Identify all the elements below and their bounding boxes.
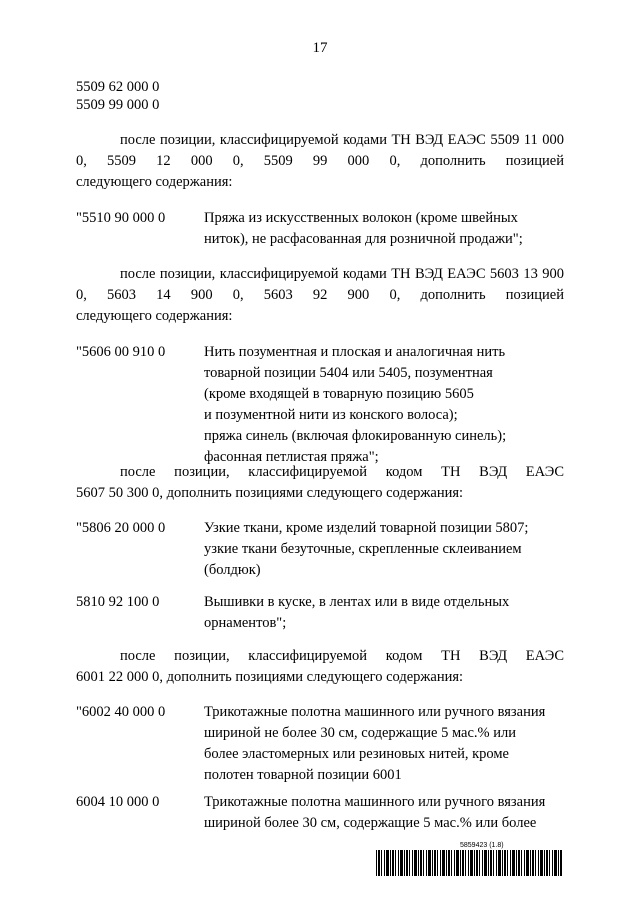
entry-code: "5510 90 000 0: [76, 210, 166, 226]
description-line: (кроме входящей в товарную позицию 5605: [204, 386, 474, 402]
entry-description: [204, 792, 574, 834]
amendment-paragraph: [76, 462, 564, 504]
description-line: фасонная петлистая пряжа";: [204, 449, 379, 465]
entry-description: [204, 592, 574, 634]
paragraph-text: после позиции, классифицируемой кодами ТН ВЭД ЕАЭС 5603 13 900 0, 5603 14 900 0, 5603 92 900 0, дополнить позицией: [76, 266, 564, 303]
description-line: узкие ткани безуточные, скрепленные склеиванием: [204, 541, 522, 557]
paragraph-text-end: 6001 22 000 0, дополнить позициями следующего содержания:: [76, 669, 464, 685]
code-line: 5509 62 000 0: [76, 79, 160, 95]
page-number: 17: [312, 40, 328, 56]
description-line: Пряжа из искусственных волокон (кроме швейных: [204, 210, 518, 226]
code-line: 5509 99 000 0: [76, 97, 160, 113]
entry-description: [204, 518, 574, 581]
paragraph-text: после позиции, классифицируемой кодами ТН ВЭД ЕАЭС 5509 11 000 0, 5509 12 000 0, 5509 99 000 0, дополнить позицией: [76, 132, 564, 169]
entry-code: "6002 40 000 0: [76, 704, 166, 720]
paragraph-text-end: 5607 50 300 0, дополнить позициями следующего содержания:: [76, 485, 464, 501]
paragraph-text: после позиции, классифицируемой кодом ТН ВЭД ЕАЭС: [120, 648, 564, 664]
paragraph-text-end: следующего содержания:: [76, 308, 233, 324]
description-line: и позументной нити из конского волоса);: [204, 407, 458, 423]
amendment-paragraph: [76, 130, 564, 193]
description-line: (болдюк): [204, 562, 261, 578]
barcode-image: [376, 850, 562, 876]
document-reference: 5859423 (1.8): [460, 842, 504, 849]
description-line: орнаментов";: [204, 615, 287, 631]
entry-description: [204, 342, 574, 468]
description-line: Трикотажные полотна машинного или ручного вязания: [204, 704, 546, 720]
description-line: товарной позиции 5404 или 5405, позументная: [204, 365, 493, 381]
description-line: шириной не более 30 см, содержащие 5 мас.% или: [204, 725, 516, 741]
description-line: полотен товарной позиции 6001: [204, 767, 402, 783]
description-line: Трикотажные полотна машинного или ручного вязания: [204, 794, 546, 810]
description-line: Вышивки в куске, в лентах или в виде отдельных: [204, 594, 510, 610]
entry-description: [204, 702, 574, 786]
paragraph-text-end: следующего содержания:: [76, 174, 233, 190]
amendment-paragraph: [76, 264, 564, 327]
entry-code: 6004 10 000 0: [76, 794, 160, 810]
description-line: пряжа синель (включая флокированную синель);: [204, 428, 507, 444]
description-line: ниток), не расфасованная для розничной продажи";: [204, 231, 523, 247]
description-line: Нить позументная и плоская и аналогичная нить: [204, 344, 506, 360]
entry-code: 5810 92 100 0: [76, 594, 160, 610]
entry-description: [204, 208, 574, 250]
description-line: более эластомерных или резиновых нитей, кроме: [204, 746, 509, 762]
description-line: Узкие ткани, кроме изделий товарной позиции 5807;: [204, 520, 529, 536]
paragraph-text: после позиции, классифицируемой кодом ТН ВЭД ЕАЭС: [120, 464, 564, 480]
amendment-paragraph: [76, 646, 564, 688]
description-line: шириной более 30 см, содержащие 5 мас.% или более: [204, 815, 537, 831]
entry-code: "5606 00 910 0: [76, 344, 166, 360]
entry-code: "5806 20 000 0: [76, 520, 166, 536]
